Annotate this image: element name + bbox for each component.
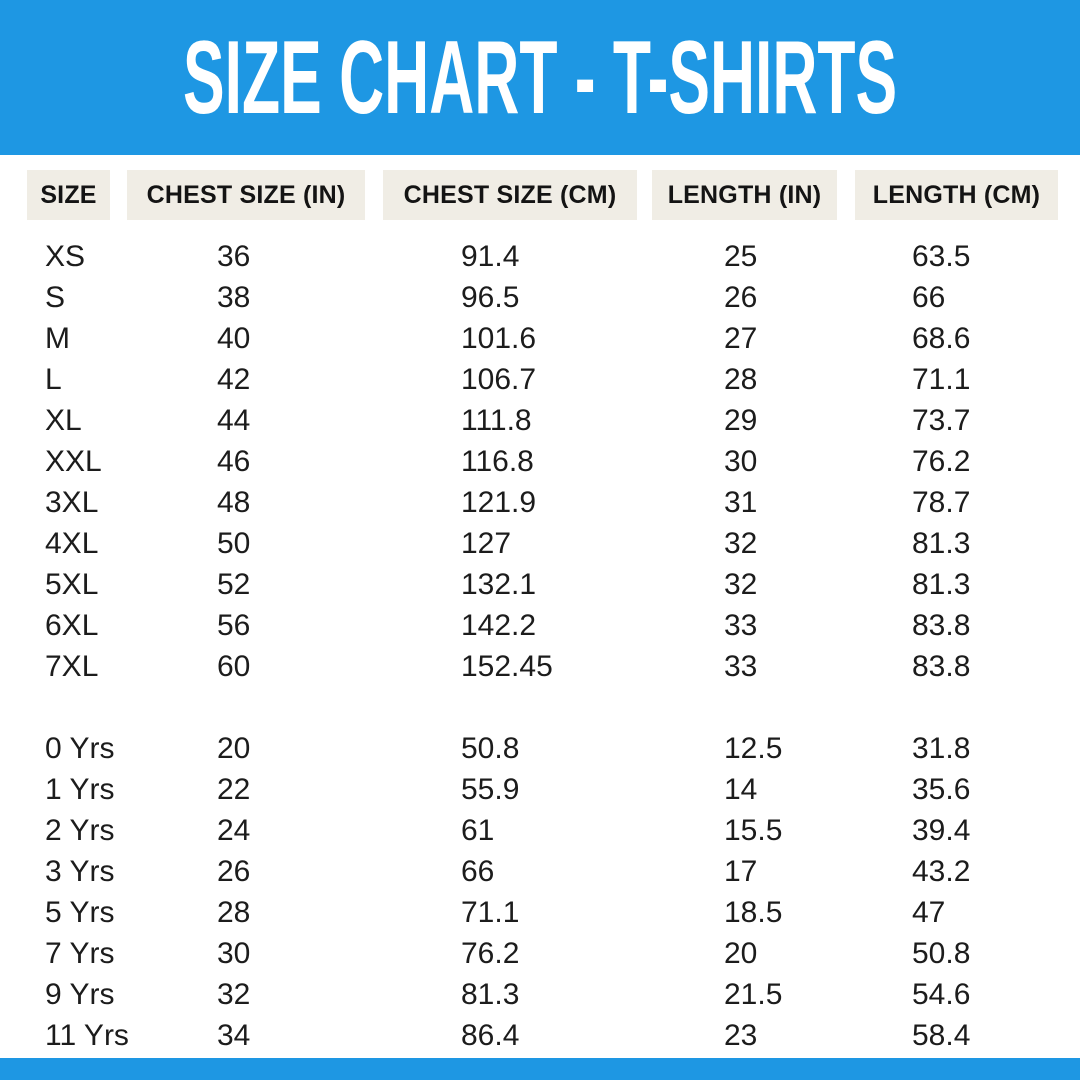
length-cm-cell: 50.8 bbox=[912, 936, 971, 970]
table-row bbox=[0, 523, 1080, 564]
size-cell: 7XL bbox=[45, 649, 99, 683]
table-row bbox=[0, 400, 1080, 441]
length-cm-cell: 71.1 bbox=[912, 362, 971, 396]
table-row bbox=[0, 564, 1080, 605]
size-cell: XL bbox=[45, 403, 82, 437]
chest-in-cell: 22 bbox=[217, 772, 251, 806]
size-cell: 3 Yrs bbox=[45, 854, 115, 888]
size-cell: 1 Yrs bbox=[45, 772, 115, 806]
size-cell: 5XL bbox=[45, 567, 99, 601]
length-in-cell: 17 bbox=[724, 854, 758, 888]
length-cm-cell: 73.7 bbox=[912, 403, 971, 437]
size-cell: 9 Yrs bbox=[45, 977, 115, 1011]
table-row bbox=[0, 646, 1080, 687]
chest-cm-cell: 121.9 bbox=[461, 485, 537, 519]
chest-cm-cell: 76.2 bbox=[461, 936, 520, 970]
chest-cm-cell: 61 bbox=[461, 813, 495, 847]
length-in-cell: 33 bbox=[724, 608, 758, 642]
column-header-length-cm: LENGTH (CM) bbox=[855, 170, 1058, 220]
table-row bbox=[0, 236, 1080, 277]
column-header-length-in: LENGTH (IN) bbox=[652, 170, 837, 220]
length-in-cell: 27 bbox=[724, 321, 758, 355]
chest-cm-cell: 86.4 bbox=[461, 1018, 520, 1052]
chest-in-cell: 50 bbox=[217, 526, 251, 560]
chest-in-cell: 60 bbox=[217, 649, 251, 683]
length-cm-cell: 76.2 bbox=[912, 444, 971, 478]
length-in-cell: 26 bbox=[724, 280, 758, 314]
chest-in-cell: 38 bbox=[217, 280, 251, 314]
size-cell: 6XL bbox=[45, 608, 99, 642]
table-row bbox=[0, 482, 1080, 523]
size-cell: 5 Yrs bbox=[45, 895, 115, 929]
length-in-cell: 28 bbox=[724, 362, 758, 396]
length-cm-cell: 68.6 bbox=[912, 321, 971, 355]
table-row bbox=[0, 359, 1080, 400]
chest-in-cell: 40 bbox=[217, 321, 251, 355]
size-cell: 3XL bbox=[45, 485, 99, 519]
length-cm-cell: 83.8 bbox=[912, 649, 971, 683]
size-cell: 7 Yrs bbox=[45, 936, 115, 970]
length-in-cell: 33 bbox=[724, 649, 758, 683]
chest-in-cell: 24 bbox=[217, 813, 251, 847]
chest-cm-cell: 106.7 bbox=[461, 362, 537, 396]
chest-cm-cell: 66 bbox=[461, 854, 495, 888]
chest-cm-cell: 91.4 bbox=[461, 239, 520, 273]
chest-in-cell: 44 bbox=[217, 403, 251, 437]
footer-accent-bar bbox=[0, 1058, 1080, 1080]
table-row bbox=[0, 933, 1080, 974]
table-row bbox=[0, 974, 1080, 1015]
chest-in-cell: 32 bbox=[217, 977, 251, 1011]
table-row bbox=[0, 892, 1080, 933]
size-cell: M bbox=[45, 321, 70, 355]
chest-in-cell: 48 bbox=[217, 485, 251, 519]
size-cell: 4XL bbox=[45, 526, 99, 560]
table-row bbox=[0, 851, 1080, 892]
chest-cm-cell: 81.3 bbox=[461, 977, 520, 1011]
table-row bbox=[0, 605, 1080, 646]
chest-cm-cell: 152.45 bbox=[461, 649, 553, 683]
length-cm-cell: 83.8 bbox=[912, 608, 971, 642]
length-in-cell: 31 bbox=[724, 485, 758, 519]
length-in-cell: 25 bbox=[724, 239, 758, 273]
table-body bbox=[0, 236, 1080, 1056]
size-cell: 0 Yrs bbox=[45, 731, 115, 765]
table-row bbox=[0, 277, 1080, 318]
length-cm-cell: 63.5 bbox=[912, 239, 971, 273]
size-cell: XS bbox=[45, 239, 86, 273]
chest-in-cell: 56 bbox=[217, 608, 251, 642]
size-cell: XXL bbox=[45, 444, 102, 478]
length-in-cell: 30 bbox=[724, 444, 758, 478]
column-header-chest-cm: CHEST SIZE (CM) bbox=[383, 170, 637, 220]
length-cm-cell: 54.6 bbox=[912, 977, 971, 1011]
chest-cm-cell: 71.1 bbox=[461, 895, 520, 929]
chest-in-cell: 30 bbox=[217, 936, 251, 970]
chest-cm-cell: 101.6 bbox=[461, 321, 537, 355]
section-gap bbox=[0, 687, 1080, 728]
length-cm-cell: 78.7 bbox=[912, 485, 971, 519]
chest-in-cell: 26 bbox=[217, 854, 251, 888]
table-row bbox=[0, 441, 1080, 482]
page-title: SIZE CHART - T-SHIRTS bbox=[182, 19, 898, 136]
column-header-size: SIZE bbox=[27, 170, 110, 220]
chest-cm-cell: 142.2 bbox=[461, 608, 537, 642]
title-banner bbox=[0, 0, 1080, 155]
chest-in-cell: 34 bbox=[217, 1018, 251, 1052]
length-cm-cell: 81.3 bbox=[912, 526, 971, 560]
length-in-cell: 14 bbox=[724, 772, 758, 806]
length-in-cell: 32 bbox=[724, 526, 758, 560]
length-cm-cell: 31.8 bbox=[912, 731, 971, 765]
length-cm-cell: 35.6 bbox=[912, 772, 971, 806]
size-cell: 11 Yrs bbox=[45, 1018, 129, 1052]
chest-cm-cell: 132.1 bbox=[461, 567, 537, 601]
chest-in-cell: 46 bbox=[217, 444, 251, 478]
chest-cm-cell: 111.8 bbox=[461, 403, 532, 437]
length-in-cell: 20 bbox=[724, 936, 758, 970]
chest-in-cell: 42 bbox=[217, 362, 251, 396]
length-in-cell: 32 bbox=[724, 567, 758, 601]
chest-cm-cell: 127 bbox=[461, 526, 512, 560]
length-cm-cell: 47 bbox=[912, 895, 946, 929]
length-cm-cell: 39.4 bbox=[912, 813, 971, 847]
table-row bbox=[0, 769, 1080, 810]
length-in-cell: 18.5 bbox=[724, 895, 783, 929]
chest-in-cell: 20 bbox=[217, 731, 251, 765]
length-in-cell: 15.5 bbox=[724, 813, 783, 847]
length-in-cell: 21.5 bbox=[724, 977, 783, 1011]
column-header-chest-in: CHEST SIZE (IN) bbox=[127, 170, 365, 220]
table-row bbox=[0, 728, 1080, 769]
table-row bbox=[0, 318, 1080, 359]
length-cm-cell: 66 bbox=[912, 280, 946, 314]
chest-in-cell: 28 bbox=[217, 895, 251, 929]
table-row bbox=[0, 810, 1080, 851]
length-cm-cell: 58.4 bbox=[912, 1018, 971, 1052]
table-row bbox=[0, 1015, 1080, 1056]
chest-cm-cell: 96.5 bbox=[461, 280, 520, 314]
size-cell: 2 Yrs bbox=[45, 813, 115, 847]
length-cm-cell: 81.3 bbox=[912, 567, 971, 601]
length-cm-cell: 43.2 bbox=[912, 854, 971, 888]
length-in-cell: 12.5 bbox=[724, 731, 783, 765]
size-cell: S bbox=[45, 280, 66, 314]
length-in-cell: 29 bbox=[724, 403, 758, 437]
chest-cm-cell: 116.8 bbox=[461, 444, 534, 478]
table-header-row bbox=[0, 170, 1080, 220]
chest-cm-cell: 55.9 bbox=[461, 772, 520, 806]
chest-cm-cell: 50.8 bbox=[461, 731, 520, 765]
length-in-cell: 23 bbox=[724, 1018, 758, 1052]
chest-in-cell: 52 bbox=[217, 567, 251, 601]
size-cell: L bbox=[45, 362, 62, 396]
chest-in-cell: 36 bbox=[217, 239, 251, 273]
